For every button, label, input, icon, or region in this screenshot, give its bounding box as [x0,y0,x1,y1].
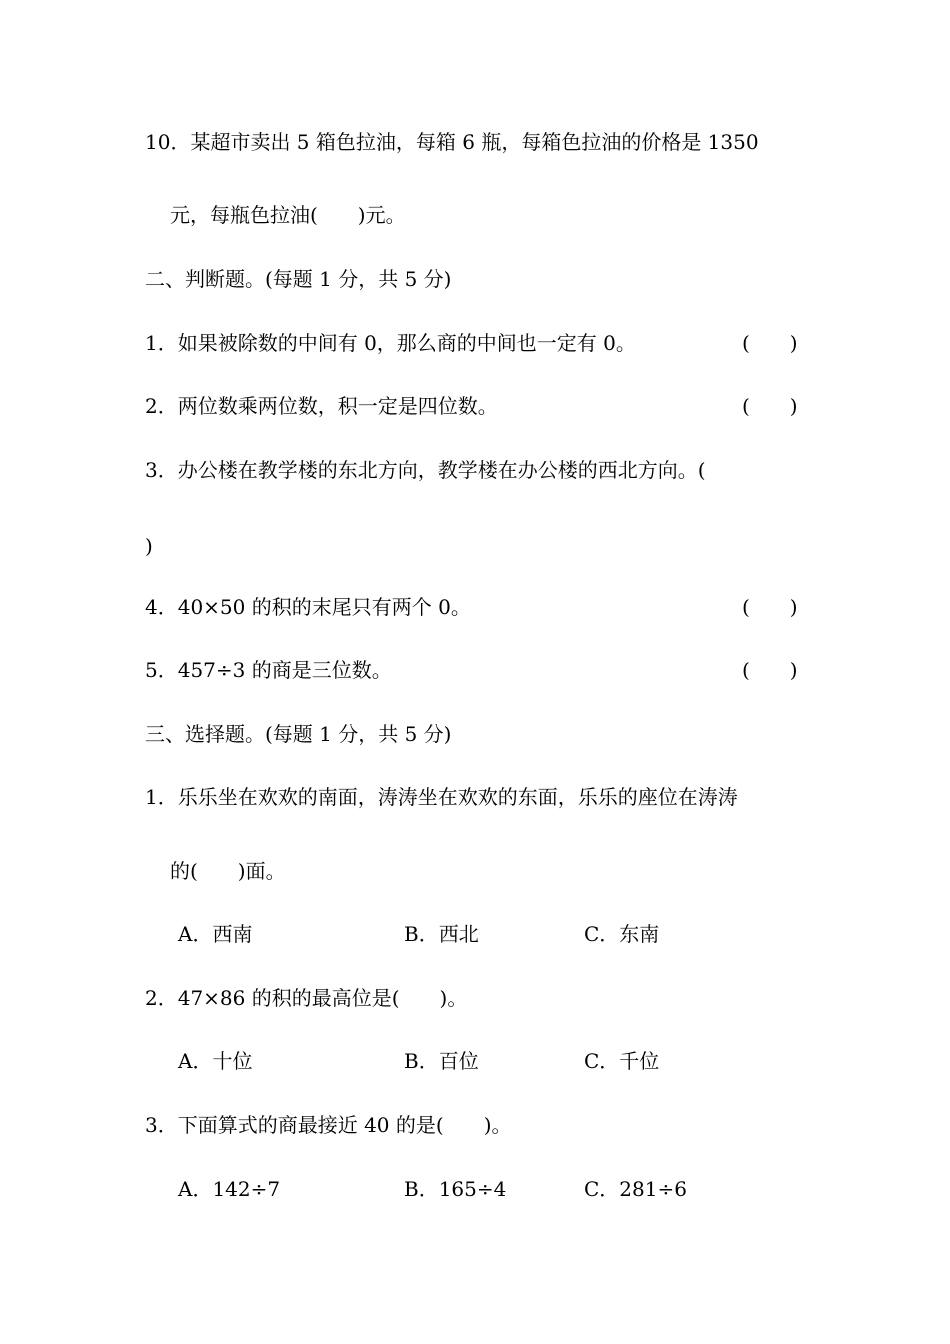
mc-q2-line1: 2．47×86 的积的最高位是( )。 [145,986,468,1010]
mc-q2-option-c[interactable]: C．千位 [584,1049,660,1073]
fill-in-q10-line1: 10．某超市卖出 5 箱色拉油，每箱 6 瓶，每箱色拉油的价格是 1350 [145,130,759,154]
true-false-item-1: 1．如果被除数的中间有 0，那么商的中间也一定有 0。 [145,331,636,355]
true-false-answer-1[interactable]: ( ) [742,331,798,355]
mc-q1-option-a[interactable]: A．西南 [178,922,253,946]
true-false-heading: 二、判断题。(每题 1 分，共 5 分) [145,267,452,291]
mc-q1-line1: 1．乐乐坐在欢欢的南面，涛涛坐在欢欢的东面，乐乐的座位在涛涛 [145,785,738,809]
true-false-answer-4[interactable]: ( ) [742,595,798,619]
mc-q2-option-a[interactable]: A．十位 [178,1049,253,1073]
mc-q1-option-c[interactable]: C．东南 [584,922,660,946]
true-false-item-5: 5．457÷3 的商是三位数。 [145,658,392,682]
mc-q1-line2: 的( )面。 [170,859,286,883]
mc-q3-option-a[interactable]: A．142÷7 [178,1177,281,1201]
mc-q3-option-c[interactable]: C．281÷6 [584,1177,687,1201]
multiple-choice-heading: 三、选择题。(每题 1 分，共 5 分) [145,722,452,746]
mc-q3-line1: 3．下面算式的商最接近 40 的是( )。 [145,1113,512,1137]
true-false-answer-5[interactable]: ( ) [742,658,798,682]
mc-q2-option-b[interactable]: B．百位 [404,1049,479,1073]
fill-in-q10-line2: 元，每瓶色拉油( )元。 [170,203,406,227]
true-false-item-3-continuation: ) [145,534,153,558]
true-false-answer-2[interactable]: ( ) [742,394,798,418]
true-false-item-3: 3．办公楼在教学楼的东北方向，教学楼在办公楼的西北方向。( [145,458,706,482]
mc-q3-option-b[interactable]: B．165÷4 [404,1177,507,1201]
true-false-item-2: 2．两位数乘两位数，积一定是四位数。 [145,394,498,418]
true-false-item-4: 4．40×50 的积的末尾只有两个 0。 [145,595,471,619]
mc-q1-option-b[interactable]: B．西北 [404,922,479,946]
